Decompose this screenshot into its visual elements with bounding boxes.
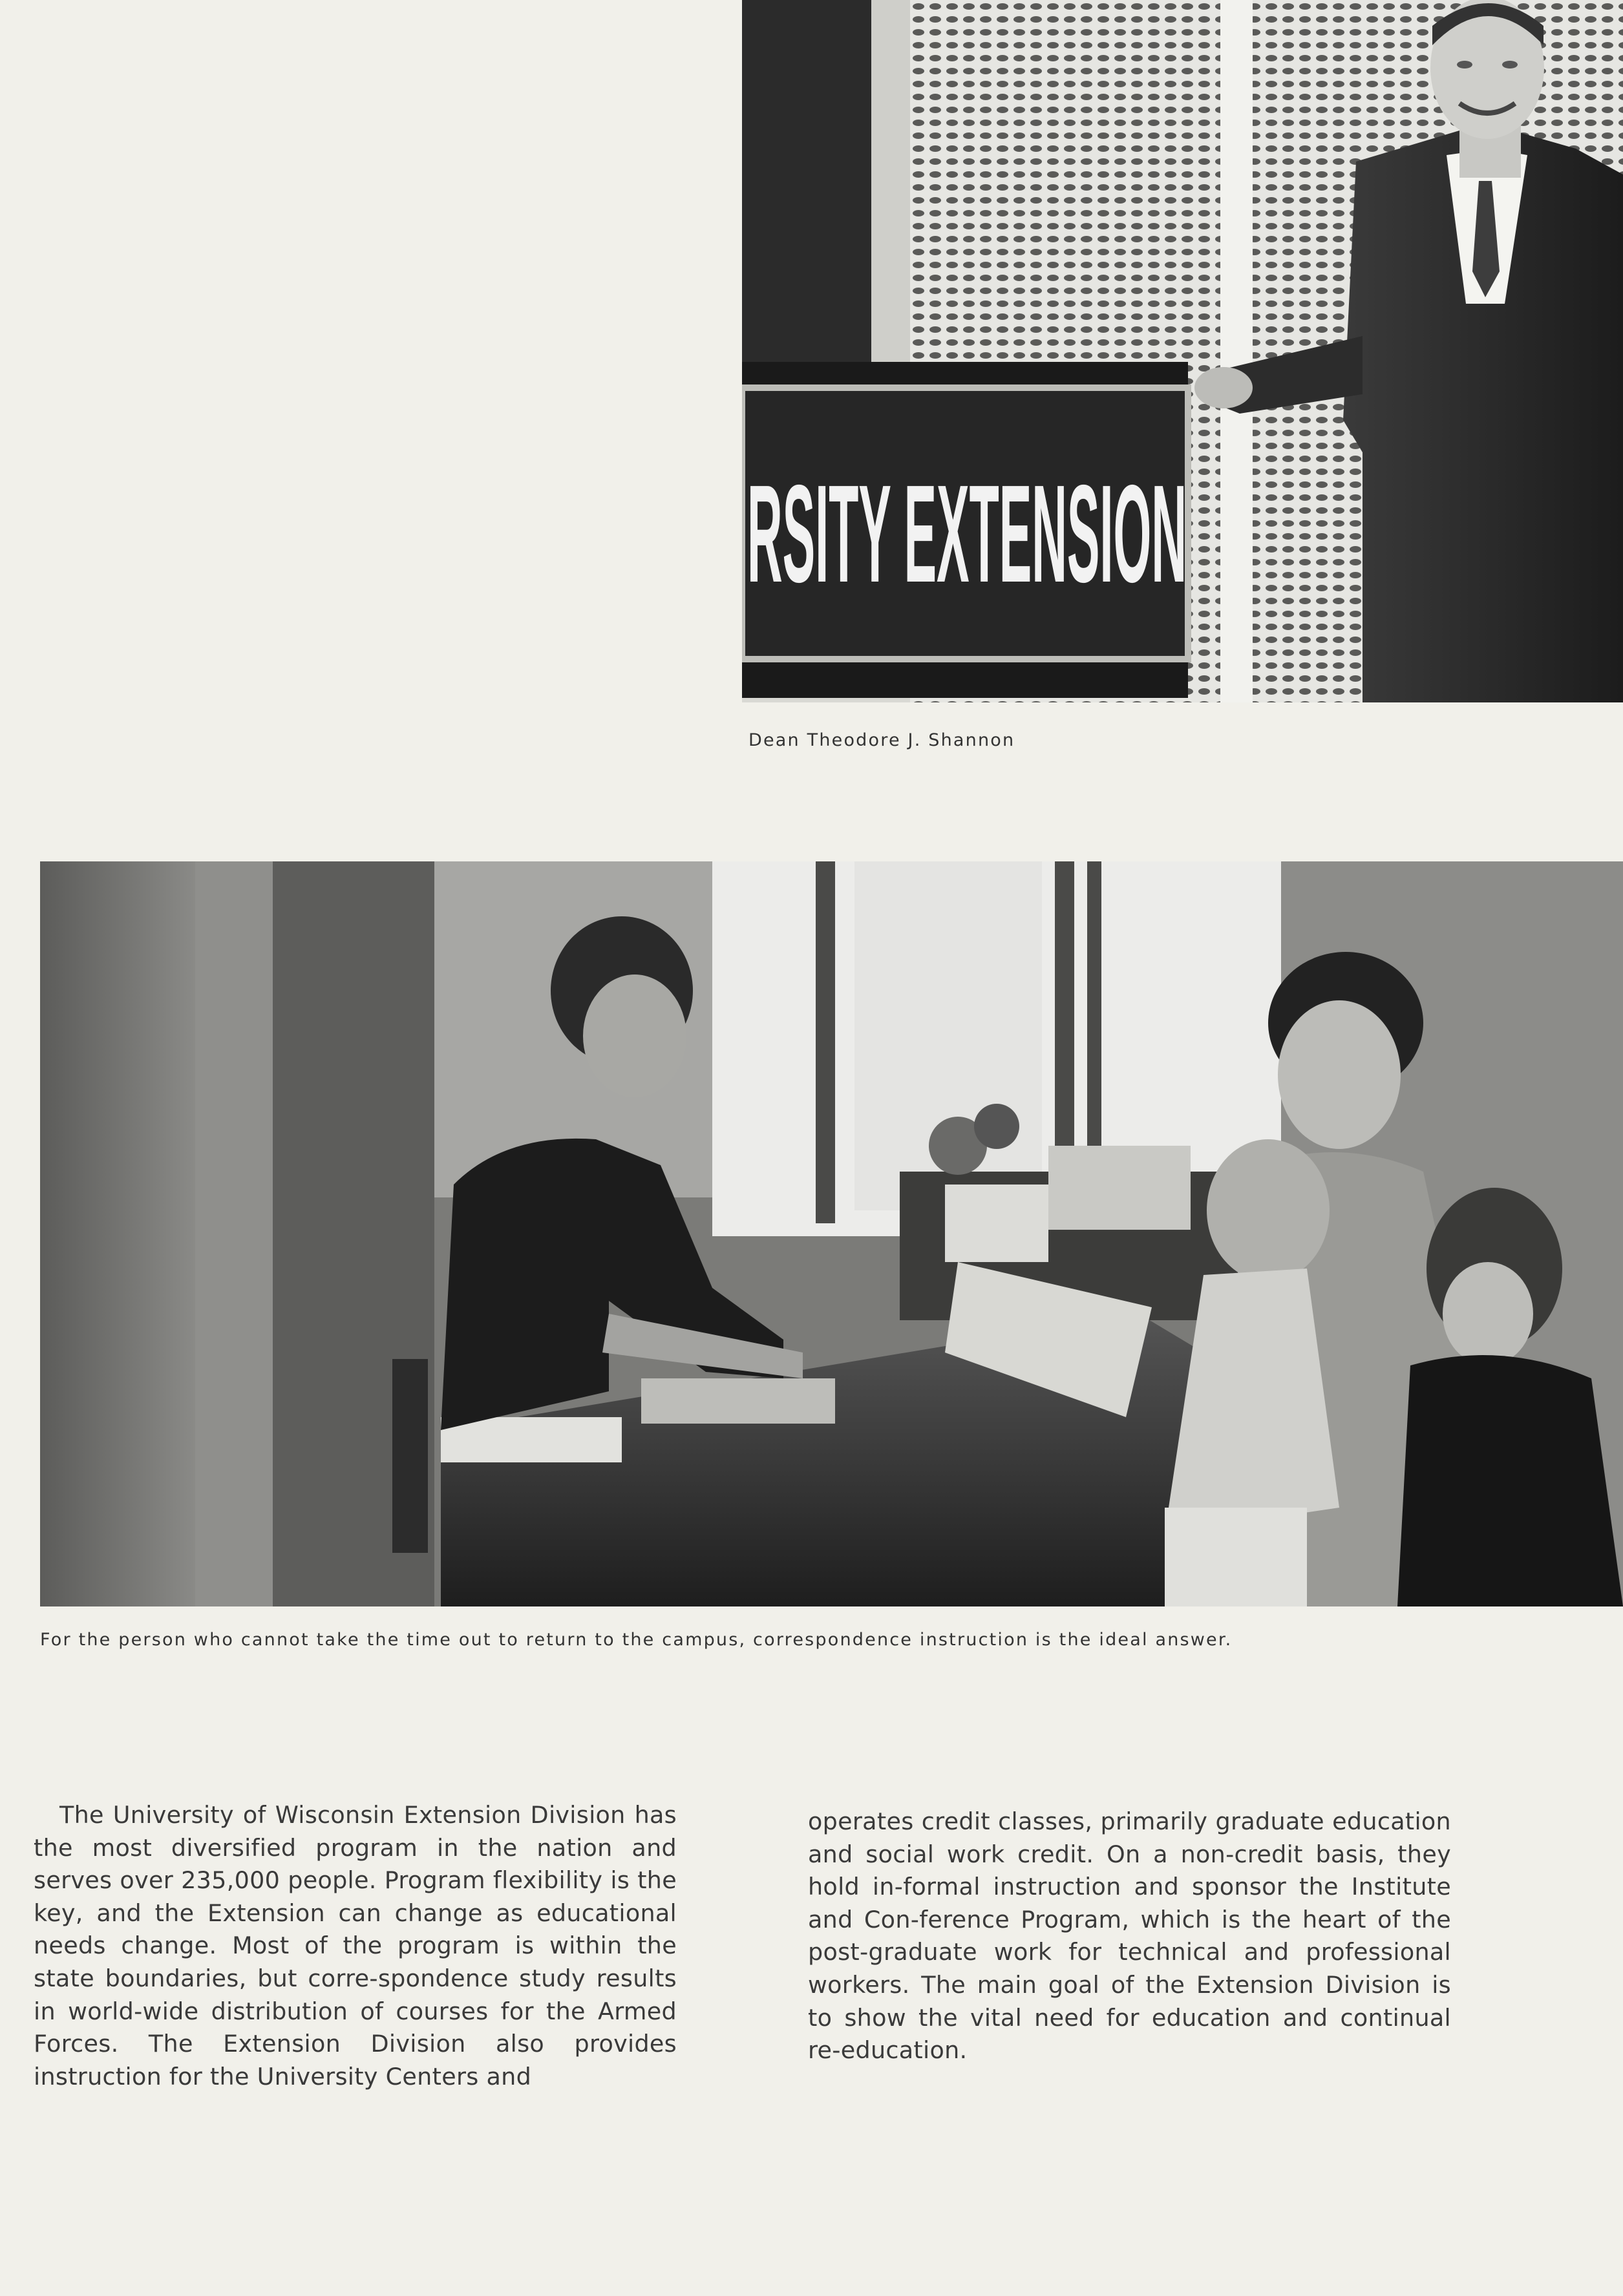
sign-text: RSITY EXTENSION bbox=[747, 456, 1187, 611]
body-paragraph-left: The University of Wisconsin Extension Division has the most diversified program in the nation and serves over 235,000 people. Program flexibility is the key, and the Extension can change as educational needs change. Most of the program is within the state boundaries, but corre-spondence study results in world-wide distribution of courses for the Armed Forces. The Extension Division also provides instruction for the University Centers and bbox=[34, 1801, 677, 2091]
office-photo-caption: For the person who cannot take the time out to return to the campus, correspondence instruction is the ideal answer. bbox=[40, 1630, 1233, 1650]
dean-photo-caption: Dean Theodore J. Shannon bbox=[748, 730, 1015, 750]
office-photo bbox=[40, 861, 1623, 1606]
dean-photo bbox=[742, 0, 1623, 702]
body-paragraph-right: operates credit classes, primarily graduate education and social work credit. On a non-credit basis, they hold in-formal instruction and sponsor the Institute and Con-ference Program, which is the heart of the post-graduate work for technical and professional workers. The main goal of the Extension Division is to show the vital need for education and continual re-education. bbox=[808, 1807, 1451, 2065]
body-column-left bbox=[34, 1799, 677, 2093]
body-column-right bbox=[808, 1806, 1451, 2067]
